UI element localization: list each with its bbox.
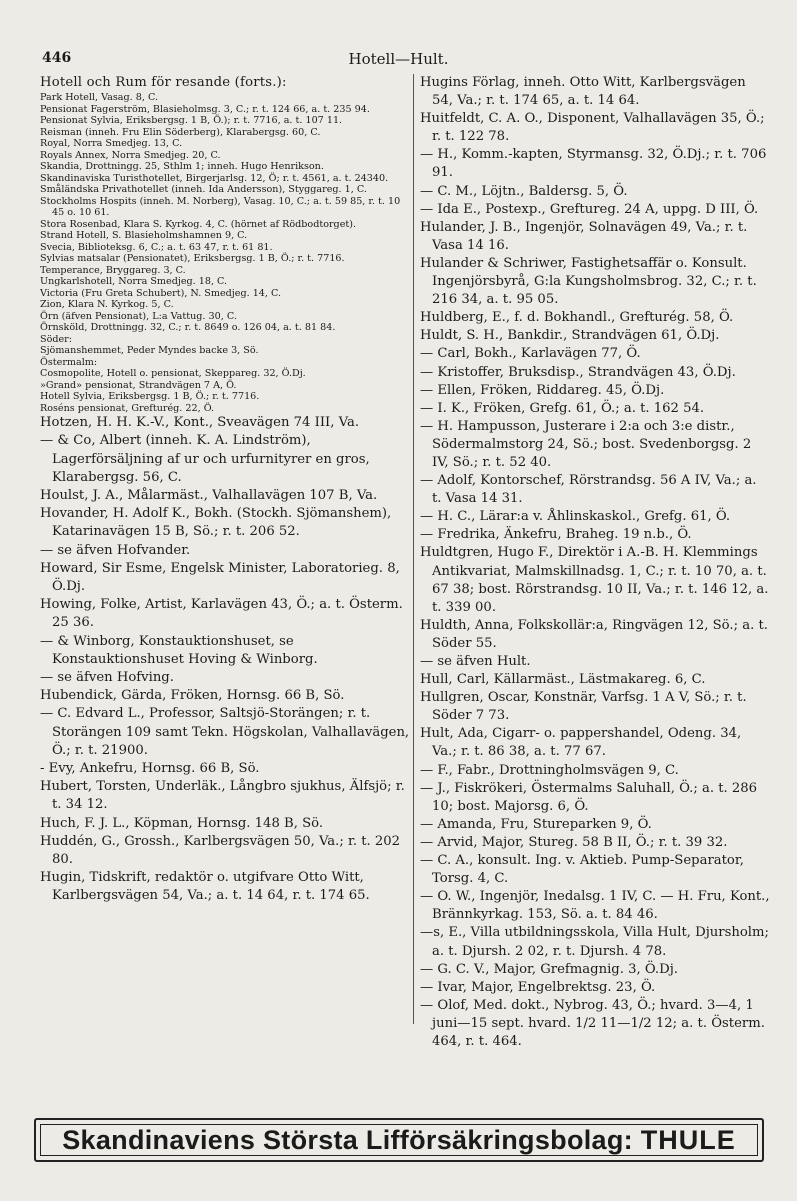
right-column bbox=[420, 74, 770, 1051]
running-head: Hotell—Hult. bbox=[348, 50, 449, 68]
directory-entry: Hulander & Schriwer, Fastighetsaffär o. Konsult. Ingenjörsbyrå, G:la Kungsholmsbrog. 32, C.; r. t. 216 34, a. t. 95 05. bbox=[420, 255, 757, 308]
page-number: 446 bbox=[42, 50, 72, 66]
directory-entry: Howing, Folke, Artist, Karlavägen 43, Ö.; a. t. Österm. 25 36. bbox=[40, 597, 403, 631]
directory-entry: Skandinaviska Turisthotellet, Birgerjarlsg. 12, Ö; r. t. 4561, a. t. 24340. bbox=[40, 172, 389, 184]
directory-entry: Örn (äfven Pensionat), L:a Vattug. 30, C. bbox=[40, 310, 237, 322]
directory-entry: — Carl, Bokh., Karlavägen 77, Ö. bbox=[420, 346, 641, 362]
directory-entry: — O. W., Ingenjör, Inedalsg. 1 IV, C. — H. Fru, Kont., Brännkyrkag. 153, Sö. a. t. 84 46. bbox=[420, 889, 770, 923]
directory-entry: Huldt, S. H., Bankdir., Strandvägen 61, Ö.Dj. bbox=[420, 328, 720, 344]
directory-entry: — F., Fabr., Drottningholmsvägen 9, C. bbox=[420, 762, 679, 778]
directory-entry: Royals Annex, Norra Smedjeg. 20, C. bbox=[40, 149, 221, 161]
directory-entry: Reisman (inneh. Fru Elin Söderberg), Klarabergsg. 60, C. bbox=[40, 126, 321, 138]
directory-entry: Hotell och Rum för resande (forts.): bbox=[40, 75, 287, 90]
directory-entry: Skandia, Drottningg. 25, Sthlm 1; inneh. Hugo Henrikson. bbox=[40, 161, 324, 173]
directory-entry: Huldtgren, Hugo F., Direktör i A.-B. H. Klemmings Antikvariat, Malmskillnadsg. 1, C.; r. t. 10 70, a. t. 67 38; bost. Rörstrandsg. 10 II, Va.; r. t. 146 12, a. t. 339 00. bbox=[420, 545, 769, 615]
directory-entry: — H., Komm.-kapten, Styrmansg. 32, Ö.Dj.; r. t. 706 91. bbox=[420, 147, 767, 181]
directory-entry: Hovander, H. Adolf K., Bokh. (Stockh. Sjömanshem), Katarinavägen 15 B, Sö.; r. t. 206 52. bbox=[40, 506, 392, 540]
directory-entry: Sylvias matsalar (Pensionatet), Eriksbergsg. 1 B, Ö.; r. t. 7716. bbox=[40, 253, 345, 265]
directory-entry: Svecia, Biblioteksg. 6, C.; a. t. 63 47, r. t. 61 81. bbox=[40, 241, 273, 253]
directory-entry: Strand Hotell, S. Blasieholmshamnen 9, C. bbox=[40, 230, 248, 242]
directory-entry: Howard, Sir Esme, Engelsk Minister, Laboratorieg. 8, Ö.Dj. bbox=[40, 560, 400, 595]
directory-entry: — Ivar, Major, Engelbrektsg. 23, Ö. bbox=[420, 979, 656, 995]
directory-entry: Huldth, Anna, Folkskollär:a, Ringvägen 12, Sö.; a. t. Söder 55. bbox=[420, 617, 768, 651]
advertisement-slogan: Skandinaviens Största Lifförsäkringsbolag: bbox=[62, 1124, 633, 1155]
advertisement-banner bbox=[34, 1118, 764, 1162]
directory-entry: — C. A., konsult. Ing. v. Aktieb. Pump-Separator, Torsg. 4, C. bbox=[420, 853, 744, 887]
directory-entry: Hubert, Torsten, Underläk., Långbro sjukhus, Älfsjö; r. t. 34 12. bbox=[40, 779, 405, 813]
directory-entry: — Amanda, Fru, Stureparken 9, Ö. bbox=[420, 816, 652, 832]
advertisement-text bbox=[62, 1125, 736, 1156]
directory-entry: Hull, Carl, Källarmäst., Lästmakareg. 6, C. bbox=[420, 672, 706, 688]
directory-entry: — se äfven Hult. bbox=[420, 654, 531, 669]
directory-entry: — C. M., Löjtn., Baldersg. 5, Ö. bbox=[420, 183, 628, 199]
directory-entry: Hubendick, Gärda, Fröken, Hornsg. 66 B, Sö. bbox=[40, 688, 345, 704]
directory-entry: Söder: bbox=[40, 333, 72, 345]
directory-entry: Pensionat Fagerström, Blasieholmsg. 3, C.; r. t. 124 66, a. t. 235 94. bbox=[40, 103, 370, 115]
directory-entry: Hult, Ada, Cigarr- o. pappershandel, Odeng. 34, Va.; r. t. 86 38, a. t. 77 67. bbox=[420, 726, 742, 760]
directory-entry: Park Hotell, Vasag. 8, C. bbox=[40, 92, 159, 104]
column-divider bbox=[413, 74, 414, 1024]
directory-entry: — H. C., Lärar:a v. Åhlinskaskol., Grefg. 61, Ö. bbox=[420, 509, 731, 525]
directory-entry: — H. Hampusson, Justerare i 2:a och 3:e distr., Södermalmstorg 24, Sö.; bost. Svedenborgsg. 2 IV, Sö.; r. t. 52 40. bbox=[420, 418, 752, 470]
page-header bbox=[40, 50, 757, 72]
directory-entry: — & Co, Albert (inneh. K. A. Lindström), Lagerförsäljning af ur och urfurnityrer en gros, Klarabergsg. 56, C. bbox=[40, 433, 370, 485]
directory-entry: Hulander, J. B., Ingenjör, Solnavägen 49, Va.; r. t. Vasa 14 16. bbox=[420, 219, 748, 253]
directory-entry: Royal, Norra Smedjeg. 13, C. bbox=[40, 138, 183, 150]
directory-entry: — C. Edvard L., Professor, Saltsjö-Storängen; r. t. Storängen 109 samt Tekn. Högskolan, Valhallavägen, Ö.; r. t. 21900. bbox=[40, 706, 410, 758]
directory-entry: — Arvid, Major, Stureg. 58 B II, Ö.; r. t. 39 32. bbox=[420, 834, 728, 850]
directory-entry: — & Winborg, Konstauktionshuset, se Konstauktionshuset Hoving & Winborg. bbox=[40, 633, 318, 667]
directory-entry: Ungkarlshotell, Norra Smedjeg. 18, C. bbox=[40, 276, 228, 288]
directory-entry: — G. C. V., Major, Grefmagnig. 3, Ö.Dj. bbox=[420, 961, 678, 977]
directory-entry: Hugins Förlag, inneh. Otto Witt, Karlbergsvägen 54, Va.; r. t. 174 65, a. t. 14 64. bbox=[420, 75, 746, 109]
directory-entry: Huch, F. J. L., Köpman, Hornsg. 148 B, Sö. bbox=[40, 815, 324, 831]
directory-entry: — Olof, Med. dokt., Nybrog. 43, Ö.; hvard. 3—4, 1 juni—15 sept. hvard. 1/2 11—1/2 12; a. t. Österm. 464, r. t. 464. bbox=[420, 997, 765, 1049]
directory-entry: - Evy, Ankefru, Hornsg. 66 B, Sö. bbox=[40, 761, 260, 777]
directory-entry: Cosmopolite, Hotell o. pensionat, Skeppareg. 32, Ö.Dj. bbox=[40, 368, 306, 380]
directory-entry: Zion, Klara N. Kyrkog. 5, C. bbox=[40, 299, 174, 311]
directory-entry: Hotzen, H. H. K.-V., Kont., Sveavägen 74 III, Va. bbox=[40, 415, 360, 431]
directory-entry: Pensionat Sylvia, Eriksbergsg. 1 B, Ö.); r. t. 7716, a. t. 107 11. bbox=[40, 115, 343, 127]
directory-entry: — se äfven Hofvander. bbox=[40, 542, 191, 558]
directory-entry: Houlst, J. A., Målarmäst., Valhallavägen 107 B, Va. bbox=[40, 488, 378, 504]
directory-entry: Temperance, Bryggareg. 3, C. bbox=[40, 264, 186, 276]
directory-entry: Örnsköld, Drottningg. 32, C.; r. t. 8649 o. 126 04, a. t. 81 84. bbox=[40, 322, 336, 334]
directory-entry: Stora Rosenbad, Klara S. Kyrkog. 4, C. (hörnet af Rödbodtorget). bbox=[40, 218, 357, 230]
directory-entry: »Grand» pensionat, Strandvägen 7 A, Ö. bbox=[40, 379, 237, 391]
directory-entry: — Kristoffer, Bruksdisp., Strandvägen 43, Ö.Dj. bbox=[420, 364, 736, 380]
advertisement-brand: THULE bbox=[640, 1124, 736, 1155]
directory-entry: Sjömanshemmet, Peder Myndes backe 3, Sö. bbox=[40, 345, 259, 357]
directory-entry: — I. K., Fröken, Grefg. 61, Ö.; a. t. 162 54. bbox=[420, 400, 705, 416]
directory-entry: — Adolf, Kontorschef, Rörstrandsg. 56 A IV, Va.; a. t. Vasa 14 31. bbox=[420, 473, 757, 507]
directory-entry: — J., Fiskrökeri, Östermalms Saluhall, Ö.; a. t. 286 10; bost. Majorsg. 6, Ö. bbox=[420, 780, 758, 814]
directory-entry: — se äfven Hofving. bbox=[40, 670, 174, 686]
directory-entry: Huitfeldt, C. A. O., Disponent, Valhallavägen 35, Ö.; r. t. 122 78. bbox=[420, 111, 765, 145]
advertisement-frame bbox=[40, 1124, 758, 1156]
directory-entry: Hullgren, Oscar, Konstnär, Varfsg. 1 A V, Sö.; r. t. Söder 7 73. bbox=[420, 690, 747, 724]
left-column bbox=[40, 74, 412, 906]
directory-entry: — Fredrika, Änkefru, Braheg. 19 n.b., Ö. bbox=[420, 527, 692, 543]
directory-entry: —s, E., Villa utbildningsskola, Villa Hult, Djursholm; a. t. Djursh. 2 02, r. t. Djursh. 4 78. bbox=[420, 925, 769, 959]
directory-entry: Roséns pensionat, Grefturég. 22, Ö. bbox=[40, 402, 215, 414]
directory-entry: Victoria (Fru Greta Schubert), N. Smedjeg. 14, C. bbox=[40, 287, 282, 299]
directory-entry: Huddén, G., Grossh., Karlbergsvägen 50, Va.; r. t. 202 80. bbox=[40, 833, 401, 868]
directory-entry: Småländska Privathotellet (inneh. Ida Andersson), Styggareg. 1, C. bbox=[40, 184, 367, 196]
directory-entry: — Ellen, Fröken, Riddareg. 45, Ö.Dj. bbox=[420, 382, 665, 398]
directory-entry: Hotell Sylvia, Eriksbergsg. 1 B, Ö.; r. t. 7716. bbox=[40, 391, 260, 403]
directory-entry: Östermalm: bbox=[40, 356, 98, 368]
directory-entry: Stockholms Hospits (inneh. M. Norberg), Vasag. 10, C.; a. t. 59 85, r. t. 10 45 o. 10 61. bbox=[40, 195, 401, 219]
directory-entry: Huldberg, E., f. d. Bokhandl., Grefturég. 58, Ö. bbox=[420, 310, 734, 326]
directory-entry: Hugin, Tidskrift, redaktör o. utgifvare Otto Witt, Karlbergsvägen 54, Va.; a. t. 14 64, r. t. 174 65. bbox=[40, 870, 370, 904]
directory-entry: — Ida E., Postexp., Greftureg. 24 A, uppg. D III, Ö. bbox=[420, 201, 759, 217]
